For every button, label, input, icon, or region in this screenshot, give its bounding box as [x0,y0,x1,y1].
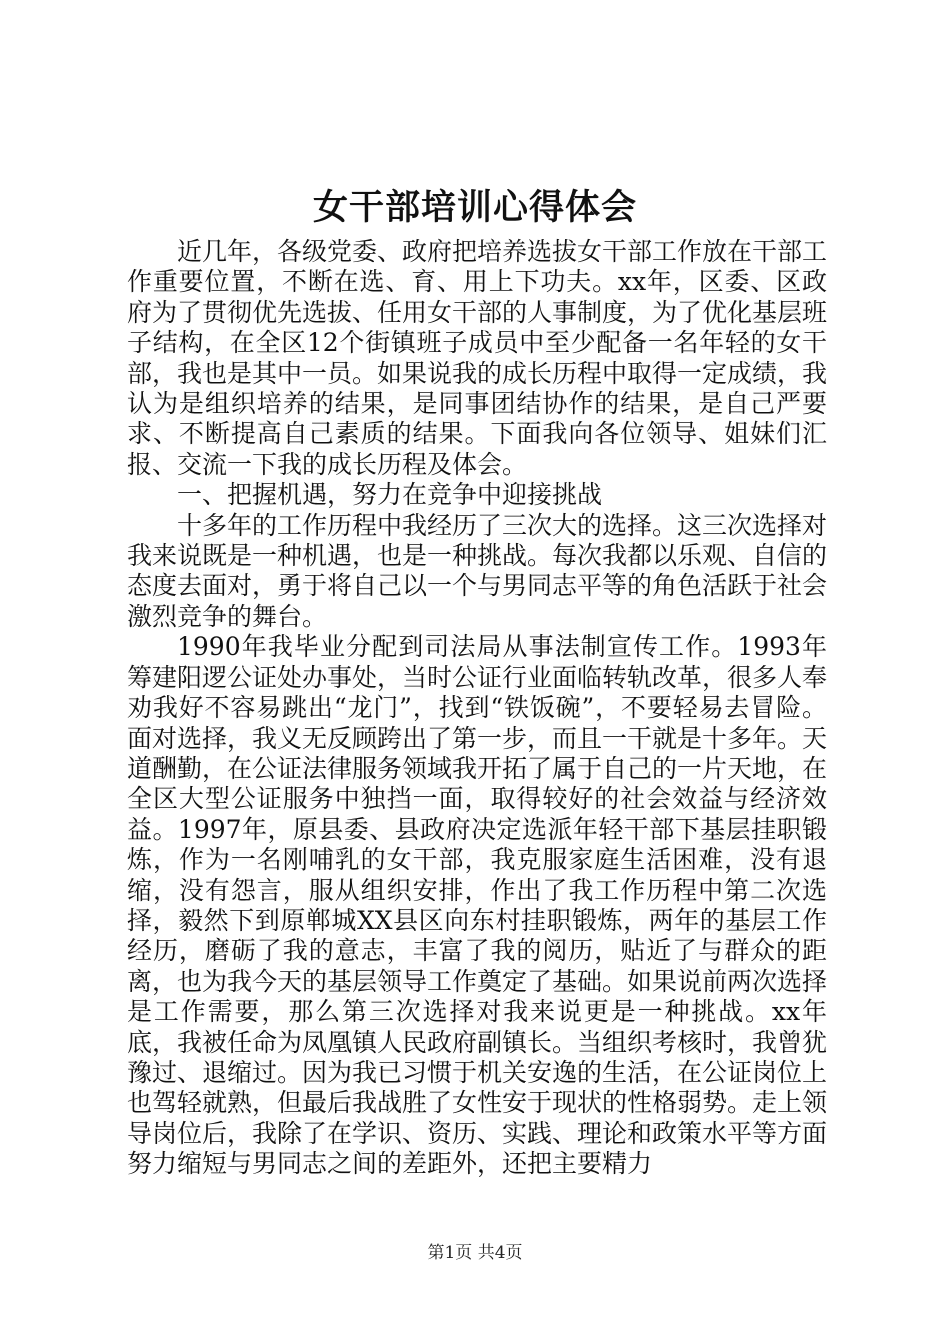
document-body [127,237,827,1180]
document-title: 女干部培训心得体会 [312,187,637,228]
paragraph-three-choices: 十多年的工作历程中我经历了三次大的选择。这三次选择对我来说既是一种机遇，也是一种挑战。每次我都以乐观、自信的态度去面对，勇于将自己以一个与男同志平等的角色活跃于社会激烈竞争的舞台。 [127,510,828,631]
paragraph-career-history: 1990年我毕业分配到司法局从事法制宣传工作。1993年筹建阳逻公证处办事处，当时公证行业面临转轨改革，很多人奉劝我好不容易跳出“龙门”，找到“铁饭碗”，不要轻易去冒险。面对选择，我义无反顾跨出了第一步，而且一干就是十多年。天道酬勤，在公证法律服务领域我开拓了属于自己的一片天地，在全区大型公证服务中独挡一面，取得较好的社会效益与经济效益。1997年，原县委、县政府决定选派年轻干部下基层挂职锻炼，作为一名刚哺乳的女干部，我克服家庭生活困难，没有退缩，没有怨言，服从组织安排，作出了我工作历程中第二次选择，毅然下到原郸城XX县区向东村挂职锻炼，两年的基层工作经历，磨砺了我的意志，丰富了我的阅历，贴近了与群众的距离，也为我今天的基层领导工作奠定了基础。如果说前两次选择是工作需要，那么第三次选择对我来说更是一种挑战。xx年底，我被任命为凤凰镇人民政府副镇长。当组织考核时，我曾犹豫过、退缩过。因为我已习惯于机关安逸的生活，在公证岗位上也驾轻就熟，但最后我战胜了女性安于现状的性格弱势。走上领导岗位后，我除了在学识、资历、实践、理论和政策水平等方面努力缩短与男同志之间的差距外，还把主要精力 [127,632,828,1179]
paragraph-intro: 近几年，各级党委、政府把培养选拔女干部工作放在干部工作重要位置，不断在选、育、用上下功夫。xx年，区委、区政府为了贯彻优先选拔、任用女干部的人事制度，为了优化基层班子结构，在全区12个街镇班子成员中至少配备一名年轻的女干部，我也是其中一员。如果说我的成长历程中取得一定成绩，我认为是组织培养的结果，是同事团结协作的结果，是自己严要求、不断提高自己素质的结果。下面我向各位领导、姐妹们汇报、交流一下我的成长历程及体会。 [127,237,828,479]
page-footer: 第1页 共4页 [427,1243,523,1263]
section-heading-1: 一、把握机遇，努力在竞争中迎接挑战 [177,480,603,510]
